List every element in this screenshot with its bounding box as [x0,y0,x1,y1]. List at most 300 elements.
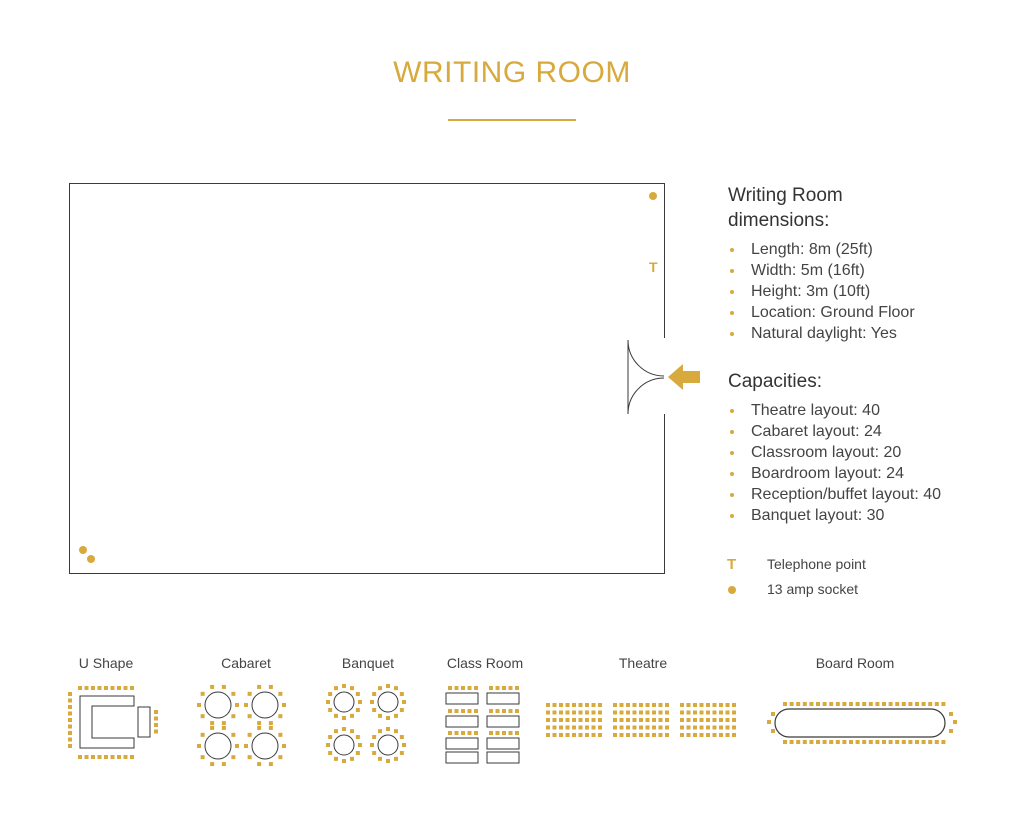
seat-mark [809,740,813,744]
seat-mark [474,686,478,690]
seat-mark [474,709,478,713]
seat-mark [941,702,945,706]
seat-mark [579,718,583,722]
seat-mark [882,702,886,706]
seat-mark [915,740,919,744]
seat-mark [613,733,617,737]
layout-label-theatre: Theatre [618,655,668,671]
seat-mark [231,692,235,696]
seat-mark [598,726,602,730]
seat-mark [489,731,493,735]
seat-mark [771,712,775,716]
seat-mark [652,733,656,737]
seat-mark [350,757,354,761]
seat-mark [639,733,643,737]
seat-mark [559,733,563,737]
seat-mark [626,703,630,707]
seat-mark [502,731,506,735]
seat-mark [895,702,899,706]
seat-mark [639,718,643,722]
seat-mark [461,731,465,735]
seat-mark [68,712,72,716]
seat-mark [687,733,691,737]
seat-mark [496,686,500,690]
table-mark [446,738,478,749]
seat-mark [400,692,404,696]
legend-socket [727,581,927,597]
seat-mark [767,720,771,724]
seat-mark [585,733,589,737]
seat-mark [130,686,134,690]
seat-mark [572,718,576,722]
seat-mark [693,711,697,715]
layout-label-board-room: Board Room [815,655,895,671]
seat-mark [378,757,382,761]
seat-mark [585,726,589,730]
legend-telephone-label: Telephone point [767,556,866,572]
seat-mark [154,723,158,727]
seat-mark [257,685,261,689]
seat-mark [509,709,513,713]
seat-mark [726,718,730,722]
seat-mark [620,703,624,707]
seat-mark [713,718,717,722]
seat-mark [665,711,669,715]
seat-mark [370,700,374,704]
seat-mark [342,759,346,763]
seat-mark [257,721,261,725]
seat-mark [546,733,550,737]
seat-mark [559,711,563,715]
seat-mark [455,731,459,735]
seat-mark [334,686,338,690]
seat-mark [732,726,736,730]
seat-mark [342,727,346,731]
seat-mark [646,733,650,737]
seat-mark [282,744,286,748]
seat-mark [201,714,205,718]
capacities-list [728,400,1018,526]
seat-mark [222,726,226,730]
seat-mark [639,711,643,715]
seat-mark [257,762,261,766]
seat-mark [210,726,214,730]
seat-mark [201,692,205,696]
seat-mark [726,703,730,707]
seat-mark [935,702,939,706]
seat-mark [803,702,807,706]
seat-mark [231,714,235,718]
seat-mark [585,711,589,715]
seat-mark [941,740,945,744]
seat-mark [626,718,630,722]
seat-mark [222,721,226,725]
seat-mark [566,733,570,737]
seat-mark [372,692,376,696]
seat-mark [378,714,382,718]
seat-mark [468,686,472,690]
seat-mark [895,740,899,744]
telephone-icon: T [727,556,737,573]
seat-mark [559,703,563,707]
seat-mark [356,751,360,755]
seat-mark [559,726,563,730]
seat-mark [68,692,72,696]
table-mark [252,733,278,759]
seat-mark [646,711,650,715]
seat-mark [889,702,893,706]
telephone-marker: T [649,259,658,275]
seat-mark [908,702,912,706]
seat-mark [235,703,239,707]
seat-mark [713,711,717,715]
seat-mark [328,735,332,739]
seat-mark [248,692,252,696]
seat-mark [278,755,282,759]
seat-mark [269,721,273,725]
seat-mark [386,727,390,731]
seat-mark [356,735,360,739]
seat-mark [922,702,926,706]
seat-mark [829,740,833,744]
seat-mark [98,686,102,690]
table-mark [138,707,150,737]
seat-mark [592,733,596,737]
seat-mark [796,740,800,744]
seat-mark [509,731,513,735]
seat-mark [210,685,214,689]
seat-mark [790,740,794,744]
seat-mark [633,718,637,722]
seat-mark [130,755,134,759]
seat-mark [572,726,576,730]
seat-mark [706,733,710,737]
list-item: Length: 8m (25ft) [728,239,1018,260]
seat-mark [803,740,807,744]
seat-mark [592,711,596,715]
seat-mark [613,711,617,715]
seat-mark [235,744,239,748]
seat-mark [856,740,860,744]
seat-mark [68,718,72,722]
seat-mark [659,703,663,707]
seat-mark [693,733,697,737]
seat-mark [783,740,787,744]
seat-mark [400,708,404,712]
seat-mark [849,740,853,744]
seat-mark [732,718,736,722]
seat-mark [613,718,617,722]
seat-mark [680,711,684,715]
seat-mark [502,709,506,713]
seat-mark [553,733,557,737]
seat-mark [726,711,730,715]
seat-mark [448,731,452,735]
seat-mark [85,755,89,759]
seat-mark [448,686,452,690]
seat-mark [659,711,663,715]
seat-mark [700,726,704,730]
seat-mark [620,733,624,737]
seat-mark [915,702,919,706]
seat-mark [334,757,338,761]
seat-mark [726,726,730,730]
seat-mark [836,740,840,744]
seat-mark [908,740,912,744]
seat-mark [633,733,637,737]
seat-mark [515,731,519,735]
seat-mark [949,729,953,733]
seat-mark [790,702,794,706]
seat-mark [579,726,583,730]
seat-mark [117,686,121,690]
seat-mark [231,755,235,759]
seat-mark [244,744,248,748]
boardroom-layout-icon [767,702,957,744]
list-item: Boardroom layout: 24 [728,463,1018,484]
seat-mark [210,721,214,725]
seat-mark [509,686,513,690]
seat-mark [652,718,656,722]
seat-mark [566,703,570,707]
seat-mark [592,726,596,730]
seat-mark [124,686,128,690]
seat-mark [546,703,550,707]
seat-mark [706,726,710,730]
seat-mark [882,740,886,744]
classroom-layout-icon [446,686,519,763]
seat-mark [572,703,576,707]
seat-mark [553,703,557,707]
seat-mark [620,711,624,715]
seat-mark [842,702,846,706]
seat-mark [809,702,813,706]
seat-mark [154,710,158,714]
seat-mark [124,755,128,759]
seat-mark [394,757,398,761]
table-mark [205,733,231,759]
dimensions-list [728,239,1018,344]
seat-mark [328,708,332,712]
seat-mark [358,700,362,704]
seat-mark [579,711,583,715]
seat-mark [68,738,72,742]
seat-mark [719,718,723,722]
layout-label-class-room: Class Room [446,655,524,671]
seat-mark [197,744,201,748]
seat-mark [248,733,252,737]
seat-mark [620,726,624,730]
seat-mark [117,755,121,759]
seat-mark [700,733,704,737]
seat-mark [700,703,704,707]
list-item: Location: Ground Floor [728,302,1018,323]
seat-mark [328,692,332,696]
seat-mark [713,733,717,737]
seat-mark [546,711,550,715]
seat-mark [652,711,656,715]
seat-mark [386,759,390,763]
seat-mark [210,762,214,766]
seat-mark [197,703,201,707]
seat-mark [706,703,710,707]
seat-mark [68,699,72,703]
legend-socket-label: 13 amp socket [767,581,859,597]
table-mark [487,693,519,704]
table-mark [446,693,478,704]
seat-mark [334,729,338,733]
seat-mark [836,702,840,706]
seat-mark [796,702,800,706]
page-title: WRITING ROOM [393,56,631,89]
seat-mark [713,703,717,707]
table-mark [80,696,134,748]
seat-mark [693,718,697,722]
seat-mark [372,735,376,739]
seat-mark [862,740,866,744]
seat-mark [613,703,617,707]
seat-mark [706,711,710,715]
seat-mark [370,743,374,747]
seat-mark [633,726,637,730]
seat-mark [372,708,376,712]
seat-mark [949,712,953,716]
seat-mark [553,711,557,715]
seat-mark [328,751,332,755]
seat-mark [394,714,398,718]
seat-mark [515,709,519,713]
table-mark [334,735,354,755]
list-item: Cabaret layout: 24 [728,421,1018,442]
seat-mark [566,711,570,715]
seat-mark [474,731,478,735]
seat-mark [687,718,691,722]
list-item: Theatre layout: 40 [728,400,1018,421]
seat-mark [278,692,282,696]
seat-mark [687,703,691,707]
seat-mark [502,686,506,690]
table-mark [487,716,519,727]
seat-mark [244,703,248,707]
seat-mark [489,709,493,713]
table-mark [378,735,398,755]
seat-mark [572,711,576,715]
seat-mark [592,718,596,722]
dimensions-heading-line2: dimensions: [728,210,830,231]
list-item: Banquet layout: 30 [728,505,1018,526]
seat-mark [659,733,663,737]
seat-mark [350,686,354,690]
seat-mark [889,740,893,744]
table-mark [446,716,478,727]
seat-mark [104,755,108,759]
table-mark [775,709,945,737]
seat-mark [862,702,866,706]
seat-mark [875,740,879,744]
seat-mark [455,686,459,690]
seat-mark [269,726,273,730]
seat-mark [91,686,95,690]
seat-mark [356,708,360,712]
seat-mark [598,733,602,737]
seat-mark [652,703,656,707]
seat-mark [553,726,557,730]
seat-mark [719,703,723,707]
cabaret-layout-icon [197,685,286,766]
capacities-heading: Capacities: [728,371,822,392]
seat-mark [372,751,376,755]
seat-mark [231,733,235,737]
seat-mark [248,755,252,759]
seat-mark [248,714,252,718]
socket-marker [649,192,657,200]
list-item: Reception/buffet layout: 40 [728,484,1018,505]
table-mark [378,692,398,712]
seat-mark [680,718,684,722]
entrance-arrow-icon [668,364,700,390]
dimensions-heading [728,183,1018,233]
seat-mark [98,755,102,759]
seat-mark [78,755,82,759]
seat-mark [572,733,576,737]
layout-label-u-shape: U Shape [78,655,134,671]
seat-mark [585,718,589,722]
seat-mark [680,733,684,737]
seat-mark [665,703,669,707]
table-mark [487,738,519,749]
seat-mark [68,725,72,729]
seat-mark [646,703,650,707]
seat-mark [869,740,873,744]
seat-mark [646,726,650,730]
seat-mark [823,702,827,706]
seat-mark [342,684,346,688]
seat-mark [816,740,820,744]
seat-mark [68,744,72,748]
list-item: Height: 3m (10ft) [728,281,1018,302]
seat-mark [719,711,723,715]
seat-mark [620,718,624,722]
seat-mark [278,714,282,718]
seat-mark [613,726,617,730]
seat-mark [269,762,273,766]
seat-mark [665,726,669,730]
seat-mark [402,743,406,747]
table-mark [205,692,231,718]
seat-mark [342,716,346,720]
seat-mark [201,733,205,737]
seat-mark [111,755,115,759]
seat-mark [585,703,589,707]
seat-mark [91,755,95,759]
table-mark [252,692,278,718]
list-item: Width: 5m (16ft) [728,260,1018,281]
room-info-panel [728,183,1018,526]
table-mark [334,692,354,712]
seat-mark [386,684,390,688]
seat-mark [566,718,570,722]
seat-mark [468,709,472,713]
seat-mark [626,733,630,737]
seat-mark [553,718,557,722]
seat-mark [713,726,717,730]
seat-mark [489,686,493,690]
seat-mark [771,729,775,733]
seat-mark [665,733,669,737]
seat-mark [350,729,354,733]
seat-mark [935,740,939,744]
seat-mark [680,703,684,707]
